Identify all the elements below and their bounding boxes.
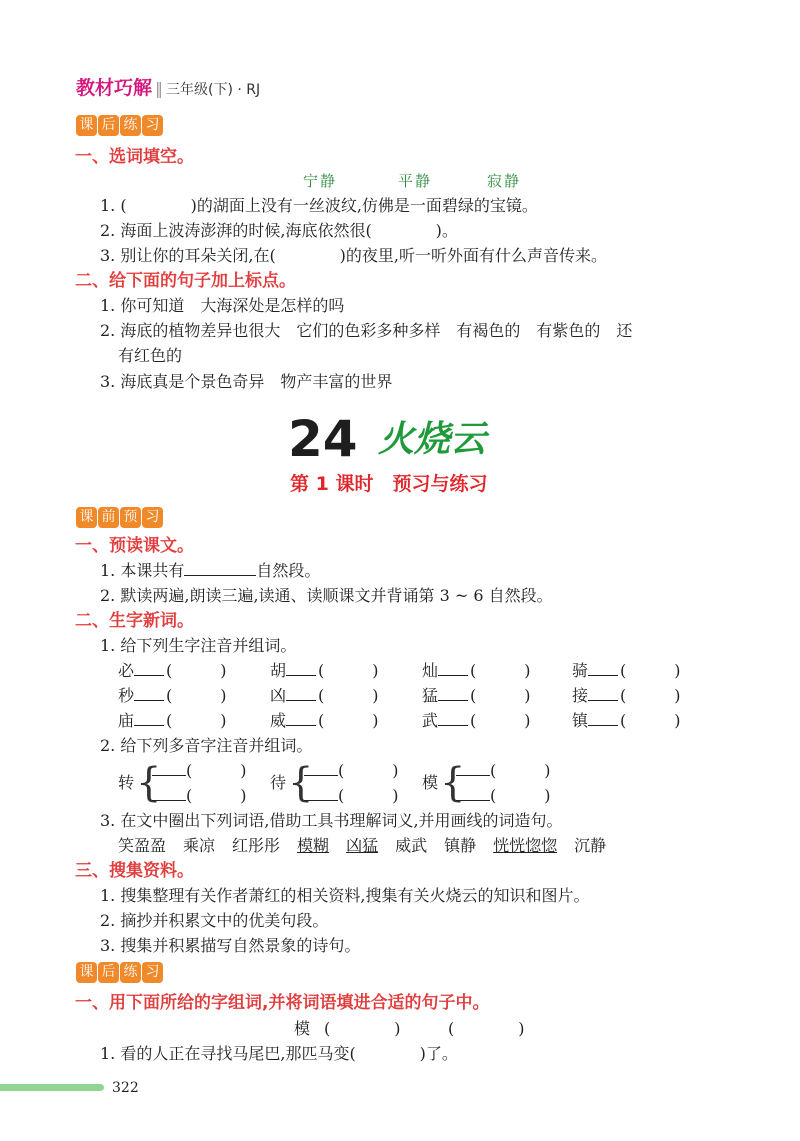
char: 骑 <box>572 661 589 680</box>
question-heading: 二、给下面的句子加上标点。 <box>75 271 296 291</box>
badge-char: 后 <box>98 115 119 136</box>
char: 镇 <box>572 711 589 730</box>
question-item <box>100 559 320 583</box>
question-item: 2. 默读两遍,朗读三遍,读通、读顺课文并背诵第 3 ~ 6 自然段。 <box>100 586 553 605</box>
pinyin-blank[interactable] <box>286 659 316 676</box>
word-paren[interactable]: ( ) <box>470 711 531 730</box>
section-badge-after-class <box>76 962 164 983</box>
question-item: 2. 摘抄并积累文中的优美句段。 <box>100 911 329 930</box>
badge-char: 课 <box>76 507 97 528</box>
word-paren[interactable]: ( ) <box>166 711 227 730</box>
char-entry <box>118 684 227 708</box>
item-text: 自然段。 <box>256 561 321 580</box>
underlined-word: 凶猛 <box>346 836 379 855</box>
char: 接 <box>572 686 589 705</box>
char: 威 <box>270 711 287 730</box>
char: 转 <box>118 773 135 792</box>
word: 乘凉 <box>183 836 216 855</box>
question-item: 2. 海面上波涛澎湃的时候,海底依然很( )。 <box>100 221 458 240</box>
word-option: 平静 <box>398 172 433 190</box>
word: 笑盈盈 <box>118 836 167 855</box>
question-item: 3. 搜集并积累描写自然景象的诗句。 <box>100 936 361 955</box>
word-paren[interactable]: ( ) <box>166 686 227 705</box>
badge-char: 习 <box>142 962 163 983</box>
word-paren[interactable]: ( ) <box>620 661 681 680</box>
badge-char: 预 <box>120 507 141 528</box>
word: 威武 <box>395 836 428 855</box>
question-heading: 一、预读课文。 <box>75 536 194 556</box>
char-entry <box>572 709 681 733</box>
sub-question: 3. 在文中圈出下列词语,借助工具书理解词义,并用画线的词造句。 <box>100 811 563 830</box>
pinyin-blank[interactable] <box>438 709 468 726</box>
pinyin-blank[interactable] <box>456 759 490 776</box>
char: 秒 <box>118 686 135 705</box>
char: 待 <box>270 773 287 792</box>
word-paren[interactable]: ( ) <box>186 786 247 805</box>
answer-blank[interactable] <box>184 559 256 576</box>
badge-char: 练 <box>120 962 141 983</box>
char-entry <box>422 684 531 708</box>
answer-paren[interactable]: ( ) <box>324 1019 401 1038</box>
pinyin-blank[interactable] <box>286 709 316 726</box>
word-paren[interactable]: ( ) <box>186 761 247 780</box>
word: 红彤彤 <box>232 836 281 855</box>
word-paren[interactable]: ( ) <box>318 711 379 730</box>
char: 灿 <box>422 661 439 680</box>
word-paren[interactable]: ( ) <box>620 711 681 730</box>
pinyin-blank[interactable] <box>438 659 468 676</box>
badge-char: 课 <box>76 962 97 983</box>
char-entry <box>270 659 379 683</box>
question-item: 1. 搜集整理有关作者萧红的相关资料,搜集有关火烧云的知识和图片。 <box>100 886 590 905</box>
char-entry <box>422 659 531 683</box>
lesson-title: 火烧云 <box>378 419 487 460</box>
book-title: 教材巧解 <box>76 77 153 99</box>
underlined-word: 恍恍惚惚 <box>493 836 558 855</box>
char-entry <box>118 659 227 683</box>
word-paren[interactable]: ( ) <box>470 686 531 705</box>
pinyin-blank[interactable] <box>134 709 164 726</box>
word-paren[interactable]: ( ) <box>490 761 551 780</box>
char: 猛 <box>422 686 439 705</box>
pinyin-blank[interactable] <box>152 784 186 801</box>
question-heading: 一、用下面所给的字组词,并将词语填进合适的句子中。 <box>75 993 490 1013</box>
brace: { <box>440 760 466 806</box>
pinyin-blank[interactable] <box>304 784 338 801</box>
word-paren[interactable]: ( ) <box>338 761 399 780</box>
char: 凶 <box>270 686 287 705</box>
page-bar <box>0 1084 104 1091</box>
question-heading: 二、生字新词。 <box>75 611 194 631</box>
question-item: 2. 海底的植物差异也很大 它们的色彩多种多样 有褐色的 有紫色的 还 <box>100 321 633 340</box>
char: 武 <box>422 711 439 730</box>
question-item-continued: 有红色的 <box>118 346 183 365</box>
word-paren[interactable]: ( ) <box>620 686 681 705</box>
char-entry <box>118 709 227 733</box>
char: 胡 <box>270 661 287 680</box>
badge-char: 习 <box>142 115 163 136</box>
word: 沉静 <box>574 836 607 855</box>
badge-char: 后 <box>98 962 119 983</box>
running-header: 教材巧解 ‖ 三年级(下) · RJ <box>76 77 261 99</box>
pinyin-blank[interactable] <box>588 684 618 701</box>
word-paren[interactable]: ( ) <box>490 786 551 805</box>
question-item: 1. 你可知道 大海深处是怎样的吗 <box>100 296 345 315</box>
pinyin-blank[interactable] <box>152 759 186 776</box>
section-badge-after-class <box>76 115 164 136</box>
brace: { <box>136 760 162 806</box>
brace: { <box>288 760 314 806</box>
badge-char: 习 <box>142 507 163 528</box>
badge-char: 练 <box>120 115 141 136</box>
question-item: 1. ( )的湖面上没有一丝波纹,仿佛是一面碧绿的宝镜。 <box>100 196 538 215</box>
char-entry <box>572 659 681 683</box>
question-item: 3. 海底真是个景色奇异 物产丰富的世界 <box>100 372 393 391</box>
char-entry <box>270 684 379 708</box>
sub-question: 1. 给下列生字注音并组词。 <box>100 636 297 655</box>
char-entry <box>572 684 681 708</box>
lesson-number: 24 <box>288 410 358 468</box>
pinyin-blank[interactable] <box>134 659 164 676</box>
word-paren[interactable]: ( ) <box>318 686 379 705</box>
lesson-subtitle: 第 1 课时 预习与练习 <box>290 473 488 495</box>
word-paren[interactable]: ( ) <box>470 661 531 680</box>
badge-char: 课 <box>76 115 97 136</box>
question-heading: 三、搜集资料。 <box>75 861 194 881</box>
underlined-word: 模糊 <box>297 836 330 855</box>
pinyin-blank[interactable] <box>304 759 338 776</box>
word-list <box>118 834 623 858</box>
pinyin-blank[interactable] <box>134 684 164 701</box>
sub-question: 2. 给下列多音字注音并组词。 <box>100 736 313 755</box>
page-number: 322 <box>112 1080 139 1096</box>
grade-label: 三年级(下) · RJ <box>166 82 261 98</box>
question-item: 1. 看的人正在寻找马尾巴,那匹马变( )了。 <box>100 1044 458 1063</box>
section-badge-preview <box>76 507 164 528</box>
char: 模 <box>422 773 439 792</box>
question-item: 3. 别让你的耳朵关闭,在( )的夜里,听一听外面有什么声音传来。 <box>100 246 608 265</box>
word-option: 寂静 <box>487 172 522 190</box>
answer-paren[interactable]: ( ) <box>448 1019 525 1038</box>
char: 庙 <box>118 711 135 730</box>
item-text: 1. 本课共有 <box>100 561 185 580</box>
pinyin-blank[interactable] <box>456 784 490 801</box>
pinyin-blank[interactable] <box>438 684 468 701</box>
char-entry <box>270 709 379 733</box>
question-heading: 一、选词填空。 <box>75 147 194 167</box>
pinyin-blank[interactable] <box>588 709 618 726</box>
word: 镇静 <box>444 836 477 855</box>
word-paren[interactable]: ( ) <box>318 661 379 680</box>
word-option: 宁静 <box>303 172 338 190</box>
char-entry <box>422 709 531 733</box>
badge-char: 前 <box>98 507 119 528</box>
given-character: 模 <box>294 1019 311 1038</box>
pinyin-blank[interactable] <box>588 659 618 676</box>
pinyin-blank[interactable] <box>286 684 316 701</box>
char: 必 <box>118 661 135 680</box>
word-paren[interactable]: ( ) <box>338 786 399 805</box>
word-paren[interactable]: ( ) <box>166 661 227 680</box>
